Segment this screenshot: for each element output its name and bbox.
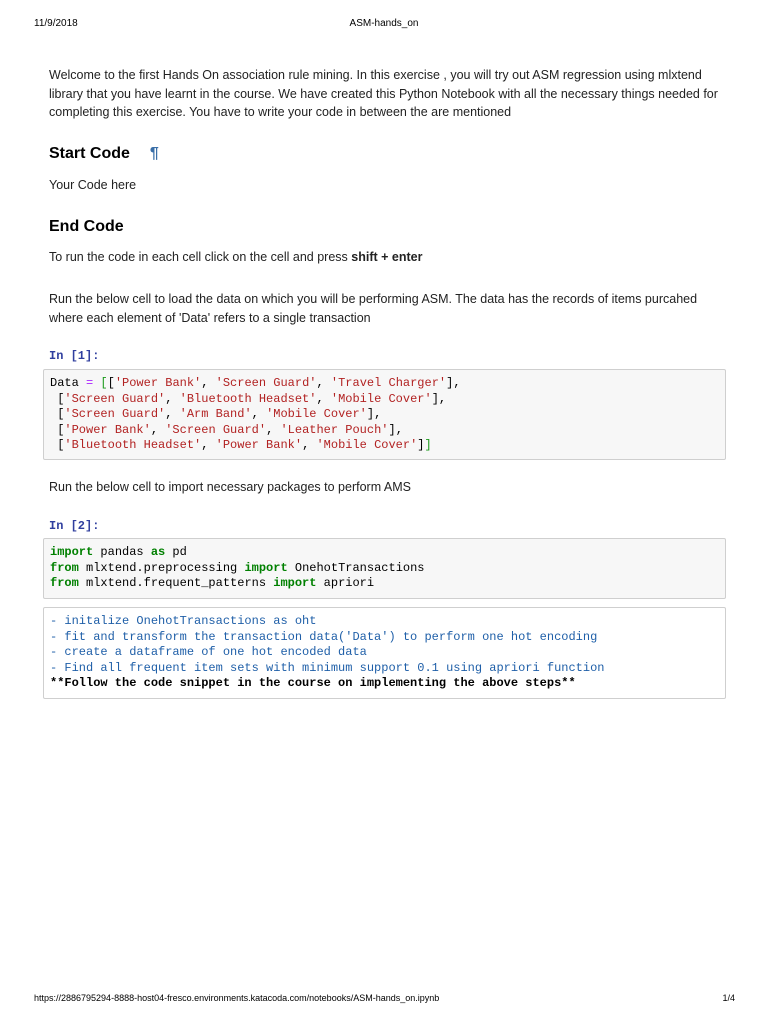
print-date: 11/9/2018 bbox=[34, 18, 78, 29]
code-line bbox=[50, 376, 719, 392]
print-url: https://2886795294-8888-host04-fresco.environments.katacoda.com/notebooks/ASM-hands_on.ipynb bbox=[34, 993, 440, 1003]
code-comma: , bbox=[453, 376, 461, 390]
code-line bbox=[50, 545, 719, 561]
code-comma: , bbox=[302, 438, 317, 452]
code-string: 'Mobile Cover' bbox=[330, 391, 432, 406]
code-string: 'Bluetooth Headset' bbox=[64, 438, 202, 452]
code-comma: , bbox=[395, 422, 403, 437]
code-bracket: ] bbox=[366, 407, 375, 421]
code-string: 'Power Bank' bbox=[64, 422, 151, 437]
start-code-heading bbox=[49, 145, 729, 163]
code-keyword: import bbox=[273, 576, 317, 590]
code-comma: , bbox=[316, 391, 331, 406]
code-keyword: import bbox=[50, 545, 94, 559]
code-string: 'Leather Pouch' bbox=[280, 422, 389, 437]
code-bracket: ] bbox=[388, 422, 396, 437]
code-cell-1[interactable] bbox=[43, 369, 726, 460]
shortcut-keys: shift + enter bbox=[351, 250, 423, 264]
code-comma: , bbox=[251, 407, 267, 421]
code-comma: , bbox=[201, 438, 216, 452]
cell-1-prompt: In [1]: bbox=[49, 349, 100, 363]
code-string: 'Screen Guard' bbox=[165, 422, 267, 437]
code-bracket: [ bbox=[107, 376, 115, 390]
code-keyword: as bbox=[150, 545, 166, 559]
run-instructions bbox=[49, 248, 729, 267]
code-bracket: ] bbox=[446, 376, 454, 390]
code-variable: Data bbox=[50, 376, 87, 390]
code-string: 'Power Bank' bbox=[114, 376, 202, 390]
code-bracket: [ bbox=[50, 391, 65, 406]
code-string: 'Power Bank' bbox=[215, 438, 303, 452]
code-bracket: ] bbox=[431, 391, 439, 406]
code-bracket: [ bbox=[100, 376, 108, 390]
code-line bbox=[50, 561, 719, 577]
anchor-link[interactable]: ¶ bbox=[149, 145, 159, 162]
import-text: Run the below cell to import necessary packages to perform AMS bbox=[49, 480, 411, 494]
code-keyword: from bbox=[50, 560, 79, 575]
code-comma: , bbox=[374, 407, 382, 421]
step-line: - initalize OnehotTransactions as oht bbox=[50, 614, 317, 628]
code-keyword: import bbox=[244, 560, 288, 575]
code-identifier: apriori bbox=[316, 576, 375, 590]
code-bracket: [ bbox=[50, 407, 65, 421]
code-string: 'Screen Guard' bbox=[64, 407, 166, 421]
code-keyword: from bbox=[50, 576, 79, 590]
code-comma: , bbox=[150, 422, 166, 437]
step-note: **Follow the code snippet in the course on implementing the above steps** bbox=[50, 676, 576, 690]
code-bracket: ] bbox=[424, 438, 432, 452]
code-string: 'Travel Charger' bbox=[330, 376, 447, 390]
code-operator: = bbox=[86, 376, 94, 390]
code-line bbox=[50, 576, 719, 592]
code-identifier: OnehotTransactions bbox=[287, 560, 425, 575]
page-number: 1/4 bbox=[722, 993, 735, 1003]
code-comma: , bbox=[165, 391, 180, 406]
code-bracket: [ bbox=[50, 422, 65, 437]
print-title: ASM-hands_on bbox=[349, 18, 419, 29]
markdown-cell-steps[interactable] bbox=[43, 607, 726, 699]
start-code-title: Start Code bbox=[49, 145, 130, 162]
code-bracket: [ bbox=[50, 438, 65, 452]
code-string: 'Screen Guard' bbox=[64, 391, 166, 406]
your-code-text: Your Code here bbox=[49, 178, 137, 192]
code-comma: , bbox=[266, 422, 281, 437]
code-string: 'Mobile Cover' bbox=[316, 438, 418, 452]
run-instructions-prefix: To run the code in each cell click on the cell and press bbox=[49, 250, 352, 264]
code-string: 'Mobile Cover' bbox=[266, 407, 367, 421]
code-comma: , bbox=[316, 376, 331, 390]
code-comma: , bbox=[165, 407, 180, 421]
code-string: 'Screen Guard' bbox=[215, 376, 317, 390]
code-line bbox=[50, 392, 719, 408]
code-comma: , bbox=[438, 391, 447, 406]
code-bracket: ] bbox=[417, 438, 425, 452]
step-line: - create a dataframe of one hot encoded data bbox=[50, 645, 367, 659]
cell-2-prompt: In [2]: bbox=[49, 519, 100, 533]
code-string: 'Arm Band' bbox=[179, 407, 252, 421]
code-identifier: mlxtend.frequent_patterns bbox=[78, 576, 274, 590]
end-code-heading: End Code bbox=[49, 218, 124, 235]
code-identifier: pd bbox=[165, 545, 187, 559]
step-line: - fit and transform the transaction data('Data') to perform one hot encoding bbox=[50, 629, 598, 644]
code-identifier: pandas bbox=[93, 545, 151, 559]
intro-text: Welcome to the first Hands On association rule mining. In this exercise , you will try out ASM regression using mlxtend library that you have learnt in the course. We have created this Python Notebook with all the necessary things needed for completing this exercise. You have to write your code in between the are mentioned bbox=[49, 68, 718, 119]
code-line bbox=[50, 438, 719, 454]
code-line bbox=[50, 407, 719, 423]
load-data-text: Run the below cell to load the data on which you will be performing ASM. The data has the records of items purcahed where each element of 'Data' refers to a single transaction bbox=[49, 292, 698, 325]
code-cell-2[interactable] bbox=[43, 538, 726, 599]
code-line bbox=[50, 423, 719, 439]
code-comma: , bbox=[201, 376, 216, 390]
step-line: - Find all frequent item sets with minimum support 0.1 using apriori function bbox=[50, 660, 605, 675]
code-identifier: mlxtend.preprocessing bbox=[78, 560, 245, 575]
code-string: 'Bluetooth Headset' bbox=[179, 391, 317, 406]
